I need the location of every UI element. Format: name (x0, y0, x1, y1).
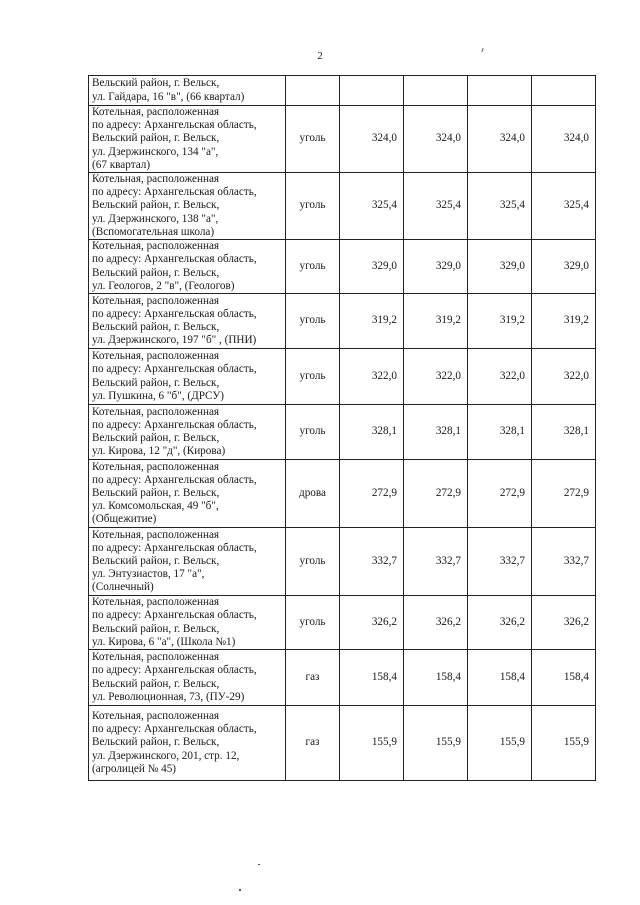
tariff-value-cell: 322,0 (404, 349, 468, 405)
tariff-value-cell: 326,2 (532, 596, 596, 650)
tariff-value-cell: 272,9 (404, 460, 468, 528)
fuel-type-cell (286, 76, 340, 106)
boiler-address-cell (89, 596, 286, 650)
tariff-value-cell: 329,0 (340, 240, 404, 294)
tariff-value-cell (468, 76, 532, 106)
address-line: ул. Революционная, 73, (ПУ-29) (92, 690, 245, 703)
tariff-value-cell: 319,2 (468, 294, 532, 349)
boiler-address-cell (89, 528, 286, 596)
tariff-value-cell: 328,1 (468, 405, 532, 460)
address-line: (Солнечный) (92, 581, 154, 594)
tariff-value-cell: 272,9 (532, 460, 596, 528)
address-line: Котельная, расположенная (92, 460, 220, 473)
tariff-value-cell: 332,7 (468, 528, 532, 596)
boiler-address-cell (89, 294, 286, 349)
tariff-value-cell: 332,7 (404, 528, 468, 596)
address-line: ул. Геологов, 2 "в", (Геологов) (92, 279, 235, 292)
tariff-value-cell: 325,4 (404, 173, 468, 240)
boiler-address-cell (89, 706, 286, 781)
fuel-type-cell: уголь (286, 528, 340, 596)
table-row (89, 706, 596, 781)
address-line: ул. Комсомольская, 49 "б", (92, 500, 219, 513)
tariff-value-cell: 319,2 (532, 294, 596, 349)
table-row (89, 106, 596, 173)
address-line: ул. Дзержинского, 197 "б" , (ПНИ) (92, 334, 257, 347)
address-line: (Вспомогательная школа) (92, 225, 215, 238)
fuel-type-cell: газ (286, 706, 340, 781)
address-line: Вельский район, г. Вельск, (92, 677, 220, 690)
address-line: Котельная, расположенная (92, 596, 220, 609)
fuel-type-cell: уголь (286, 294, 340, 349)
fuel-type-cell: дрова (286, 460, 340, 528)
address-line: по адресу: Архангельская область, (92, 418, 257, 431)
address-line: ул. Пушкина, 6 "б", (ДРСУ) (92, 389, 225, 402)
fuel-type-cell: уголь (286, 173, 340, 240)
page-number: 2 (317, 50, 323, 62)
table-row (89, 349, 596, 405)
table-row (89, 460, 596, 528)
heating-tariff-table (88, 75, 596, 781)
tariff-value-cell: 326,2 (468, 596, 532, 650)
tariff-value-cell: 326,2 (340, 596, 404, 650)
address-line: (Общежитие) (92, 513, 157, 526)
address-line: Котельная, расположенная (92, 710, 220, 723)
table-row (89, 528, 596, 596)
tariff-value-cell: 272,9 (468, 460, 532, 528)
address-line: Котельная, расположенная (92, 294, 220, 307)
address-line: ул. Дзержинского, 138 "а", (92, 212, 219, 225)
address-line: Котельная, расположенная (92, 106, 220, 118)
table-row (89, 294, 596, 349)
address-line: Котельная, расположенная (92, 350, 220, 363)
tariff-value-cell: 324,0 (404, 106, 468, 173)
tariff-value-cell: 325,4 (468, 173, 532, 240)
tariff-value-cell: 322,0 (532, 349, 596, 405)
address-line: ул. Дзержинского, 134 "а", (92, 145, 219, 158)
table-row (89, 173, 596, 240)
boiler-address-cell (89, 650, 286, 706)
tariff-value-cell: 325,4 (340, 173, 404, 240)
tariff-value-cell (340, 76, 404, 106)
boiler-address-cell (89, 173, 286, 240)
tariff-value-cell: 329,0 (404, 240, 468, 294)
address-line: Вельский район, г. Вельск, (92, 432, 220, 445)
address-line: по адресу: Архангельская область, (92, 363, 257, 376)
address-line: Котельная, расположенная (92, 240, 220, 253)
tariff-value-cell: 272,9 (340, 460, 404, 528)
fuel-type-cell: уголь (286, 349, 340, 405)
tariff-value-cell: 155,9 (340, 706, 404, 781)
fuel-type-cell: уголь (286, 405, 340, 460)
boiler-address-cell (89, 349, 286, 405)
tariff-value-cell: 158,4 (340, 650, 404, 706)
address-line: Вельский район, г. Вельск, (92, 622, 220, 635)
address-line: Вельский район, г. Вельск, (92, 321, 220, 334)
tariff-value-cell (532, 76, 596, 106)
tariff-value-cell: 329,0 (468, 240, 532, 294)
tariff-value-cell: 158,4 (404, 650, 468, 706)
scan-speck (258, 864, 260, 865)
address-line: Вельский район, г. Вельск, (92, 266, 220, 279)
address-line: по адресу: Архангельская область, (92, 253, 257, 266)
tariff-value-cell: 155,9 (404, 706, 468, 781)
tariff-value-cell: 328,1 (340, 405, 404, 460)
boiler-address-cell (89, 460, 286, 528)
address-line: Вельский район, г. Вельск, (92, 199, 220, 212)
tariff-value-cell: 155,9 (532, 706, 596, 781)
address-line: по адресу: Архангельская область, (92, 541, 257, 554)
address-line: Вельский район, г. Вельск, (92, 77, 220, 90)
table-row (89, 596, 596, 650)
tariff-value-cell: 332,7 (340, 528, 404, 596)
address-line: по адресу: Архангельская область, (92, 473, 257, 486)
address-line: (агролицей № 45) (92, 762, 177, 775)
table-row (89, 240, 596, 294)
tariff-value-cell: 324,0 (340, 106, 404, 173)
tariff-value-cell: 326,2 (404, 596, 468, 650)
address-line: Вельский район, г. Вельск, (92, 554, 220, 567)
table-row (89, 405, 596, 460)
address-line: по адресу: Архангельская область, (92, 119, 257, 132)
tariff-value-cell: 319,2 (340, 294, 404, 349)
address-line: Вельский район, г. Вельск, (92, 376, 220, 389)
address-line: Котельная, расположенная (92, 173, 220, 186)
address-line: (67 квартал) (92, 158, 151, 171)
tariff-value-cell: 319,2 (404, 294, 468, 349)
address-line: Вельский район, г. Вельск, (92, 486, 220, 499)
address-line: ул. Энтузиастов, 17 "а", (92, 568, 205, 581)
address-line: по адресу: Архангельская область, (92, 186, 257, 199)
fuel-type-cell: уголь (286, 240, 340, 294)
address-line: по адресу: Архангельская область, (92, 307, 257, 320)
boiler-address-cell (89, 106, 286, 173)
address-line: ул. Кирова, 12 "д", (Кирова) (92, 445, 226, 458)
tariff-value-cell: 325,4 (532, 173, 596, 240)
tariff-value-cell: 328,1 (532, 405, 596, 460)
address-line: ул. Дзержинского, 201, стр. 12, (92, 749, 240, 762)
fuel-type-cell: газ (286, 650, 340, 706)
address-line: по адресу: Архангельская область, (92, 664, 257, 677)
tariff-value-cell: 324,0 (468, 106, 532, 173)
fuel-type-cell: уголь (286, 106, 340, 173)
address-line: по адресу: Архангельская область, (92, 609, 257, 622)
tariff-value-cell (404, 76, 468, 106)
address-line: Котельная, расположенная (92, 651, 220, 664)
tariff-value-cell: 328,1 (404, 405, 468, 460)
tariff-value-cell: 329,0 (532, 240, 596, 294)
scan-speck (239, 889, 241, 891)
address-line: Вельский район, г. Вельск, (92, 736, 220, 749)
boiler-address-cell (89, 405, 286, 460)
fuel-type-cell: уголь (286, 596, 340, 650)
address-line: Вельский район, г. Вельск, (92, 132, 220, 145)
tariff-value-cell: 158,4 (468, 650, 532, 706)
table-row (89, 650, 596, 706)
table-body (89, 76, 596, 781)
address-line: ул. Гайдара, 16 "в", (66 квартал) (92, 90, 245, 103)
address-line: Котельная, расположенная (92, 405, 220, 418)
boiler-address-cell (89, 240, 286, 294)
boiler-address-cell (89, 76, 286, 106)
address-line: Котельная, расположенная (92, 528, 220, 541)
address-line: ул. Кирова, 6 "а", (Школа №1) (92, 635, 236, 648)
table-row (89, 76, 596, 106)
tariff-value-cell: 158,4 (532, 650, 596, 706)
tariff-value-cell: 155,9 (468, 706, 532, 781)
tariff-value-cell: 324,0 (532, 106, 596, 173)
address-line: по адресу: Архангельская область, (92, 723, 257, 736)
tariff-value-cell: 322,0 (340, 349, 404, 405)
tariff-value-cell: 332,7 (532, 528, 596, 596)
tariff-value-cell: 322,0 (468, 349, 532, 405)
